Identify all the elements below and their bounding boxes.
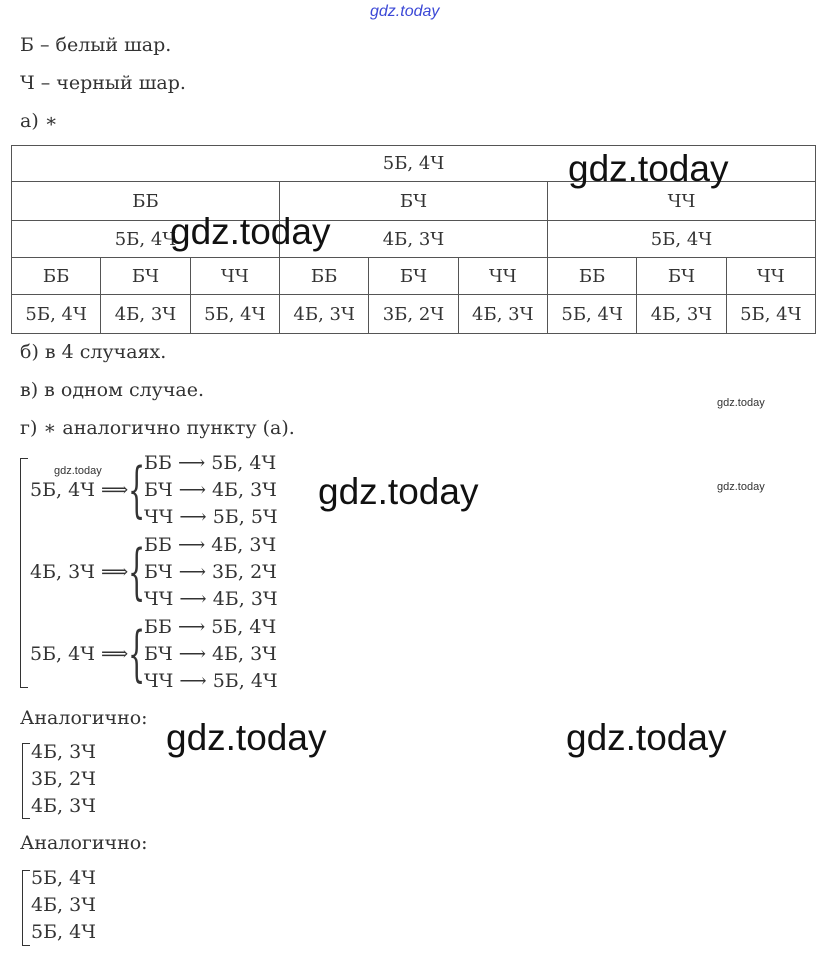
level2-state: 4Б, 3Ч [458, 295, 547, 334]
root-state: 5Б, 4Ч [12, 146, 816, 182]
group2-brace: { [128, 537, 146, 607]
level1-draw: БЧ [279, 182, 547, 221]
similar-set-2: 5Б, 4Ч 4Б, 3Ч 5Б, 4Ч [31, 867, 96, 943]
watermark: gdz.today [566, 717, 727, 758]
level2-state: 5Б, 4Ч [547, 295, 636, 334]
watermark-small: gdz.today [717, 397, 765, 409]
similar-label-2: Аналогично: [20, 832, 148, 854]
level2-draw: БЧ [369, 258, 458, 295]
group3-start: 5Б, 4Ч ⟹ [30, 643, 129, 665]
watermark: gdz.today [170, 211, 331, 252]
watermark-small: gdz.today [54, 465, 102, 477]
similar-set-1: 4Б, 3Ч 3Б, 2Ч 4Б, 3Ч [31, 741, 96, 817]
group2-branches: ББ ⟶ 4Б, 3Ч БЧ ⟶ 3Б, 2Ч ЧЧ ⟶ 4Б, 3Ч [144, 534, 278, 610]
group2-start: 4Б, 3Ч ⟹ [30, 561, 129, 583]
level2-state: 5Б, 4Ч [12, 295, 101, 334]
similar-bracket-1 [22, 743, 30, 819]
level1-draw: ЧЧ [547, 182, 815, 221]
level1-state: 4Б, 3Ч [279, 221, 547, 258]
level2-state: 4Б, 3Ч [637, 295, 726, 334]
group1-start: 5Б, 4Ч ⟹ [30, 479, 129, 501]
level1-state: 5Б, 4Ч [12, 221, 280, 258]
watermark: gdz.today [166, 717, 327, 758]
part-g-answer: г) ∗ аналогично пункту (а). [20, 417, 295, 439]
part-b-answer: б) в 4 случаях. [20, 341, 167, 363]
level1-draw: ББ [12, 182, 280, 221]
group1-branches: ББ ⟶ 5Б, 4Ч БЧ ⟶ 4Б, 3Ч ЧЧ ⟶ 5Б, 5Ч [144, 452, 278, 528]
level2-draw: ББ [279, 258, 368, 295]
similar-label-1: Аналогично: [20, 707, 148, 729]
level2-state: 5Б, 4Ч [190, 295, 279, 334]
definition-black: Ч – черный шар. [20, 72, 186, 94]
level2-state: 5Б, 4Ч [726, 295, 815, 334]
watermark-top: gdz.today [370, 3, 440, 20]
part-v-answer: в) в одном случае. [20, 379, 205, 401]
watermark: gdz.today [318, 471, 479, 512]
level1-state: 5Б, 4Ч [547, 221, 815, 258]
watermark: gdz.today [568, 148, 729, 189]
group1-brace: { [128, 455, 146, 525]
level2-draw: БЧ [637, 258, 726, 295]
similar-bracket-2 [22, 870, 30, 946]
level2-draw: ЧЧ [726, 258, 815, 295]
group3-brace: { [128, 619, 146, 689]
part-a-label: а) ∗ [20, 110, 58, 132]
level2-draw: ЧЧ [190, 258, 279, 295]
group3-branches: ББ ⟶ 5Б, 4Ч БЧ ⟶ 4Б, 3Ч ЧЧ ⟶ 5Б, 4Ч [144, 616, 278, 692]
level2-state: 3Б, 2Ч [369, 295, 458, 334]
level2-draw: ББ [12, 258, 101, 295]
system-bracket [20, 458, 28, 688]
level2-state: 4Б, 3Ч [101, 295, 190, 334]
level2-state: 4Б, 3Ч [279, 295, 368, 334]
level2-draw: БЧ [101, 258, 190, 295]
level2-draw: ББ [547, 258, 636, 295]
watermark-small: gdz.today [717, 481, 765, 493]
definition-white: Б – белый шар. [20, 34, 172, 56]
level2-draw: ЧЧ [458, 258, 547, 295]
